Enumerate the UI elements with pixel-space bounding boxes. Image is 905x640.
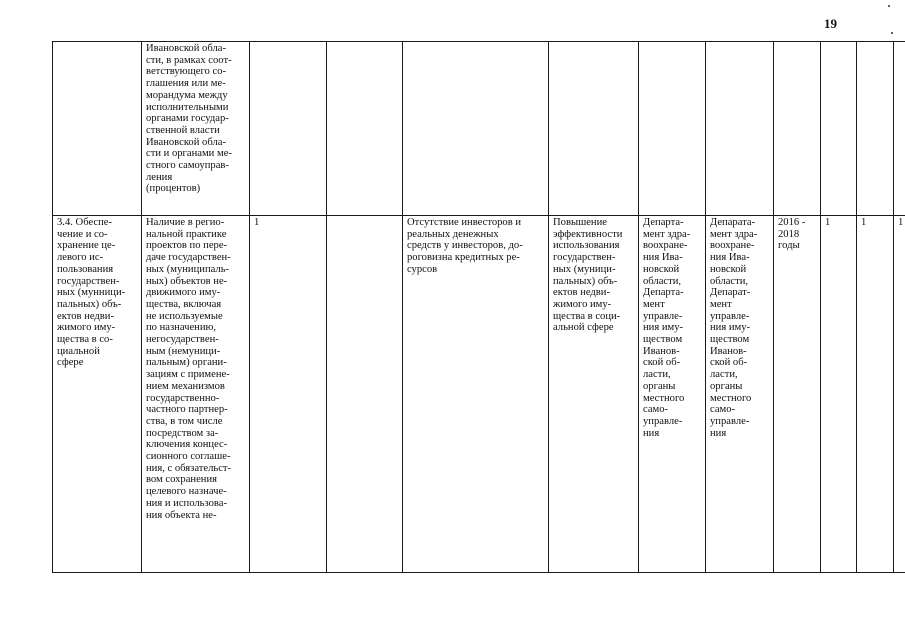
responsible-text: Департа- мент здра- воохране- ния Ива- новской области, Департа- мент управле- ния иму- ществом Иванов- ской об- ласти, органы местного само- управле- ния [643, 217, 691, 439]
table-cell [142, 216, 250, 573]
table-cell [894, 216, 905, 573]
year-value: 1 [861, 217, 867, 228]
table-cell [327, 216, 403, 573]
period-text: 2016 - 2018 годы [778, 217, 806, 252]
scan-speck [888, 5, 890, 7]
table-cell [774, 42, 821, 216]
table-row [53, 216, 905, 573]
table-cell [403, 216, 549, 573]
scan-speck [891, 32, 893, 34]
table-cell [639, 42, 706, 216]
program-table [52, 41, 905, 573]
measure-name: 3.4. Обеспе- чение и со- хранение це- левого ис- пользования государствен- ных (мунници- пальных) объ- ектов недви- жимого иму- щества в со- циальной сфере [57, 217, 126, 369]
table-cell [549, 216, 639, 573]
table-cell [706, 42, 774, 216]
table-cell [549, 42, 639, 216]
table-cell [821, 216, 857, 573]
table-cell [142, 42, 250, 216]
indicator-continuation: Ивановской обла- сти, в рамках соот- ветствующего со- глашения или ме- морандума между исполнительными органами государ- ственной власти Ивановской обла- сти и органами ме- стного самоуправ- ления (процентов) [146, 43, 232, 195]
table-cell [894, 42, 905, 216]
year-value: 1 [825, 217, 831, 228]
table-cell [327, 42, 403, 216]
table-cell [53, 42, 142, 216]
table-row [53, 42, 905, 216]
table-cell [53, 216, 142, 573]
result-text: Повышение эффективности использования государствен- ных (муници- пальных) объ- ектов недви- жимого иму- щества в соци- альной сфере [553, 217, 623, 334]
problem-text: Отсутствие инвесторов и реальных денежных средств у инвесторов, до- роговизна кредитных ре- сурсов [407, 217, 523, 275]
table-cell [250, 216, 327, 573]
executors-text: Депарата- мент здра- воохране- ния Ива- новской области, Депарат- мент управле- ния иму- ществом Иванов- ской об- ласти, органы местного само- управле- ния [710, 217, 758, 439]
indicator-text: Наличие в регио- нальной практике проектов по пере- даче государствен- ных (муниципаль- ных) объектов не- движимого иму- щества, включая не используемые по назначению, негосударствен- ным (немуници- пальным) органи- зациям с примене- нием механизмов государственно- частного партнер- ства, в том числе посредством за- ключения концес- сионного соглаше- ния, с обязательст- вом сохранения целевого назначе- ния и использова- ния объекта не- [146, 217, 232, 521]
indicator-value: 1 [254, 217, 260, 228]
table-cell [706, 216, 774, 573]
page-number: 19 [824, 16, 837, 31]
table-cell [821, 42, 857, 216]
table-cell [774, 216, 821, 573]
table-cell [857, 216, 894, 573]
year-value: 1 [898, 217, 904, 228]
table-cell [857, 42, 894, 216]
table-cell [639, 216, 706, 573]
table-cell [403, 42, 549, 216]
table-cell [250, 42, 327, 216]
